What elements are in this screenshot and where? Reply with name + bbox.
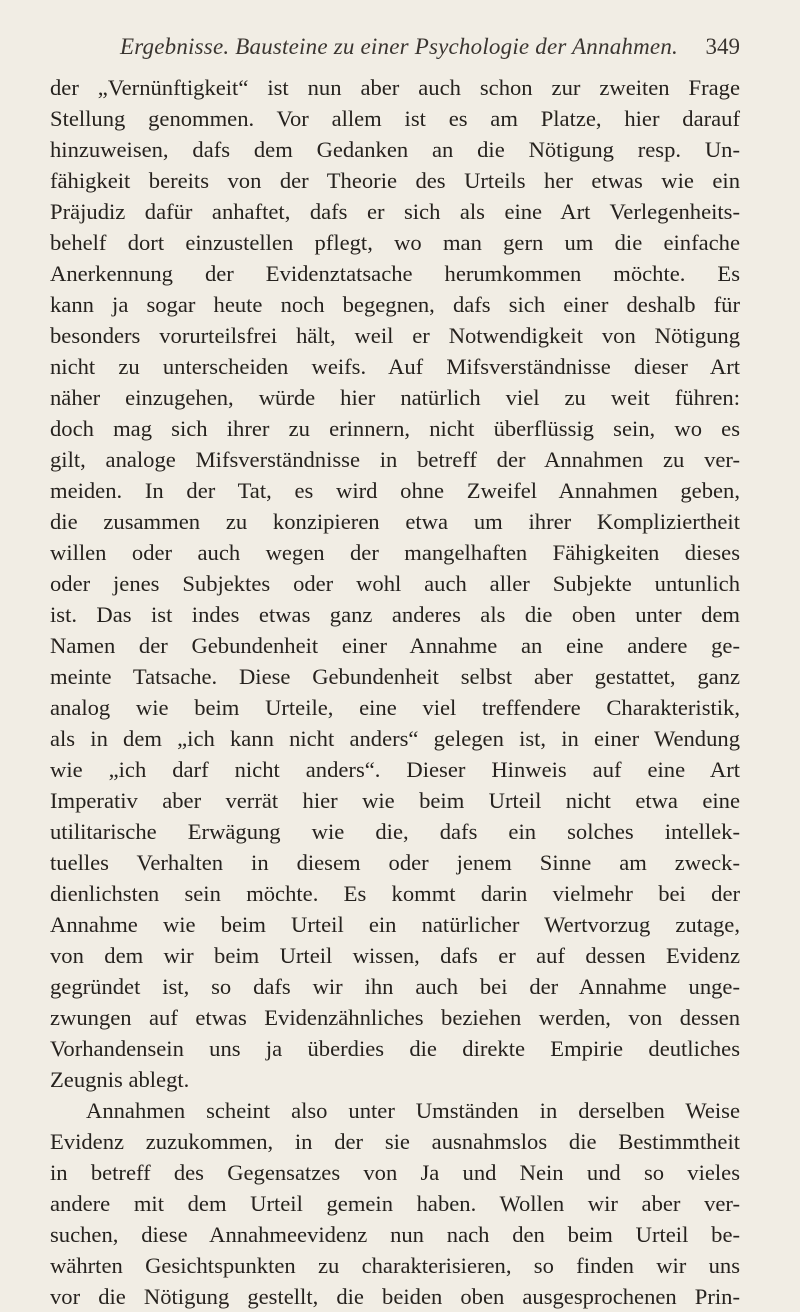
- text-line: in betreff des Gegensatzes von Ja und Nein und so vieles: [50, 1160, 740, 1185]
- paragraph-start-line: Annahmen scheint also unter Umständen in derselben Weise: [86, 1098, 740, 1123]
- text-line: gilt, analoge Mifsverständnisse in betreff der Annahmen zu ver-: [50, 447, 740, 472]
- text-line: Anerkennung der Evidenztatsache herumkommen möchte. Es: [50, 261, 740, 286]
- text-line: als in dem „ich kann nicht anders“ gelegen ist, in einer Wendung: [50, 726, 740, 751]
- text-line: tuelles Verhalten in diesem oder jenem Sinne am zweck-: [50, 850, 740, 875]
- text-line: Imperativ aber verrät hier wie beim Urteil nicht etwa eine: [50, 788, 740, 813]
- text-line: analog wie beim Urteile, eine viel treffendere Charakteristik,: [50, 695, 740, 720]
- page-number: 349: [705, 34, 740, 59]
- text-line: utilitarische Erwägung wie die, dafs ein solches intellek-: [50, 819, 740, 844]
- text-line: fähigkeit bereits von der Theorie des Urteils her etwas wie ein: [50, 168, 740, 193]
- text-line: wie „ich darf nicht anders“. Dieser Hinweis auf eine Art: [50, 757, 740, 782]
- text-line: Präjudiz dafür anhaftet, dafs er sich als eine Art Verlegenheits-: [50, 199, 740, 224]
- text-line: dienlichsten sein möchte. Es kommt darin vielmehr bei der: [50, 881, 740, 906]
- text-line: andere mit dem Urteil gemein haben. Wollen wir aber ver-: [50, 1191, 740, 1216]
- text-line: der „Vernünftigkeit“ ist nun aber auch schon zur zweiten Frage: [50, 75, 740, 100]
- text-line: meiden. In der Tat, es wird ohne Zweifel Annahmen geben,: [50, 478, 740, 503]
- text-line: kann ja sogar heute noch begegnen, dafs sich einer deshalb für: [50, 292, 740, 317]
- text-line: oder jenes Subjektes oder wohl auch aller Subjekte untunlich: [50, 571, 740, 596]
- paragraph-end-line: Zeugnis ablegt.: [50, 1067, 190, 1092]
- body-text: [50, 72, 740, 1312]
- running-title: Ergebnisse. Bausteine zu einer Psychologie der Annahmen.: [120, 34, 678, 59]
- text-line: Vorhandensein uns ja überdies die direkte Empirie deutliches: [50, 1036, 740, 1061]
- text-line: von dem wir beim Urteil wissen, dafs er auf dessen Evidenz: [50, 943, 740, 968]
- text-line: nicht zu unterscheiden weifs. Auf Mifsverständnisse dieser Art: [50, 354, 740, 379]
- text-line: willen oder auch wegen der mangelhaften Fähigkeiten dieses: [50, 540, 740, 565]
- text-line: behelf dort einzustellen pflegt, wo man gern um die einfache: [50, 230, 740, 255]
- text-line: hinzuweisen, dafs dem Gedanken an die Nötigung resp. Un-: [50, 137, 740, 162]
- text-line: vor die Nötigung gestellt, die beiden oben ausgesprochenen Prin-: [50, 1284, 740, 1309]
- running-head: [120, 34, 740, 66]
- text-line: besonders vorurteilsfrei hält, weil er Notwendigkeit von Nötigung: [50, 323, 740, 348]
- text-line: suchen, diese Annahmeevidenz nun nach den beim Urteil be-: [50, 1222, 740, 1247]
- text-line: Annahme wie beim Urteil ein natürlicher Wertvorzug zutage,: [50, 912, 740, 937]
- text-line: ist. Das ist indes etwas ganz anderes als die oben unter dem: [50, 602, 740, 627]
- text-line: Namen der Gebundenheit einer Annahme an eine andere ge-: [50, 633, 740, 658]
- text-line: gegründet ist, so dafs wir ihn auch bei der Annahme unge-: [50, 974, 740, 999]
- text-line: zwungen auf etwas Evidenzähnliches beziehen werden, von dessen: [50, 1005, 740, 1030]
- text-line: die zusammen zu konzipieren etwa um ihrer Kompliziertheit: [50, 509, 740, 534]
- text-line: Evidenz zuzukommen, in der sie ausnahmslos die Bestimmtheit: [50, 1129, 740, 1154]
- text-line: Stellung genommen. Vor allem ist es am Platze, hier darauf: [50, 106, 740, 131]
- text-line: meinte Tatsache. Diese Gebundenheit selbst aber gestattet, ganz: [50, 664, 740, 689]
- text-line: näher einzugehen, würde hier natürlich viel zu weit führen:: [50, 385, 740, 410]
- text-line: währten Gesichtspunkten zu charakterisieren, so finden wir uns: [50, 1253, 740, 1278]
- text-line: doch mag sich ihrer zu erinnern, nicht überflüssig sein, wo es: [50, 416, 740, 441]
